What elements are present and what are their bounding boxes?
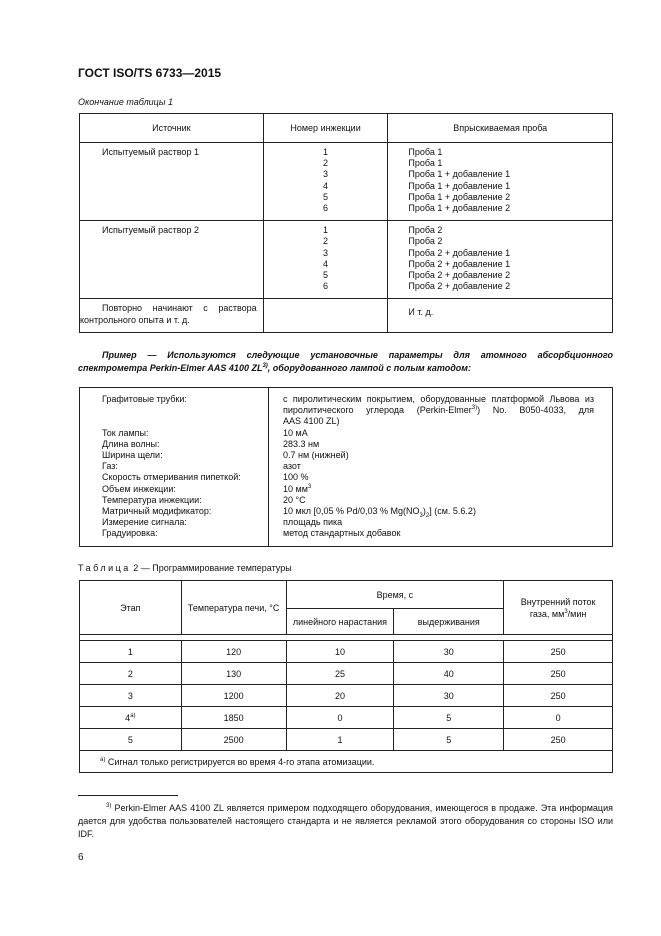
table-row xyxy=(80,641,613,663)
param-value: 100 % xyxy=(283,472,309,483)
example-text-end: , оборудованного лампой с полым катодом: xyxy=(267,363,471,373)
footnote-text: Perkin-Elmer AAS 4100 ZL является примером подходящего оборудования, имеющегося в продаже. Эта информация дается для удобства пользователей настоящего стандарта и не является рекламой этого оборудования со стороны ISO или IDF. xyxy=(78,803,613,839)
temp-cell: 1200 xyxy=(181,685,286,707)
table-row xyxy=(80,729,613,751)
footnote-marker: 3) xyxy=(106,803,112,809)
numbers-cell xyxy=(263,143,388,221)
header-ramp: линейного нарастания xyxy=(286,609,394,635)
param-value-text: 10 мм xyxy=(283,483,308,494)
stage-value: 4 xyxy=(125,712,131,723)
table2-caption-word: Таблица xyxy=(78,563,131,573)
param-label: Ширина щели: xyxy=(102,450,163,460)
stage-cell: 3 xyxy=(80,685,182,707)
injection-number: 2 xyxy=(323,158,329,169)
header-gas-flow xyxy=(504,581,613,635)
table-note xyxy=(80,751,613,773)
param-value: 10 мА xyxy=(283,427,308,438)
param-value: 283.3 нм xyxy=(283,438,320,449)
flow-cell: 250 xyxy=(504,641,613,663)
note-reference: a) xyxy=(130,712,136,719)
param-value-text: ) No. B050-4033, для xyxy=(477,405,595,416)
instrument-parameters-box xyxy=(79,387,613,547)
sample: Проба 1 + добавление 2 xyxy=(408,203,511,214)
flow-cell: 250 xyxy=(504,729,613,751)
source-line-text: контрольного опыта и т. д. xyxy=(80,314,190,325)
param-value-text: ) xyxy=(422,506,426,517)
header-stage: Этап xyxy=(80,581,182,635)
header-hold: выдерживания xyxy=(394,609,504,635)
hold-cell: 5 xyxy=(394,729,504,751)
param-value xyxy=(283,405,594,416)
param-value: азот xyxy=(283,461,301,472)
parameter-values xyxy=(269,388,613,547)
sample: Проба 2 + добавление 2 xyxy=(408,270,511,281)
source-cell: Испытуемый раствор 1 xyxy=(80,143,264,221)
param-value: AAS 4100 ZL) xyxy=(283,416,340,427)
table-row xyxy=(80,221,613,299)
param-label: Градуировка: xyxy=(102,528,158,539)
hold-cell: 5 xyxy=(394,707,504,729)
flow-cell: 0 xyxy=(504,707,613,729)
example-text: Пример — Используются следующие установочные параметры для атомного абсорбционного спектрометра Perkin-Elmer AAS 4100 ZL xyxy=(78,350,613,373)
sample: Проба 1 + добавление 1 xyxy=(408,180,511,191)
stage-cell xyxy=(80,707,182,729)
param-value: площадь пика xyxy=(283,517,343,528)
flow-cell: 250 xyxy=(504,685,613,707)
param-value-text: ] (см. 5.6.2) xyxy=(429,506,476,517)
table2-caption xyxy=(78,563,292,573)
header-time: Время, с xyxy=(286,581,504,609)
table2-caption-text: 2 — Программирование температуры xyxy=(130,563,292,573)
param-value-text: пиролитического углерода (Perkin-Elmer xyxy=(283,405,472,416)
header-gas-flow-line2: газа, мм xyxy=(529,608,565,619)
injection-number: 1 xyxy=(323,225,329,236)
param-label: Скорость отмеривания пипеткой: xyxy=(102,472,241,483)
ramp-cell: 0 xyxy=(286,707,394,729)
parameter-labels xyxy=(80,388,269,547)
temp-cell: 130 xyxy=(181,663,286,685)
footnote xyxy=(78,802,613,840)
hold-cell: 30 xyxy=(394,685,504,707)
table-row xyxy=(80,707,613,729)
table-header-row xyxy=(80,581,613,609)
note-marker: a) xyxy=(100,756,106,763)
sample: Проба 2 + добавление 1 xyxy=(408,247,511,258)
sample: Проба 1 + добавление 1 xyxy=(408,169,511,180)
sample: Проба 1 + добавление 2 xyxy=(408,191,511,202)
header-injection-number: Номер инжекции xyxy=(263,114,388,143)
header-furnace-temp: Температура печи, °C xyxy=(181,581,286,635)
ramp-cell: 25 xyxy=(286,663,394,685)
param-label: Газ: xyxy=(102,461,118,472)
samples-cell: И т. д. xyxy=(388,299,613,332)
header-gas-flow-unit: /мин xyxy=(567,608,587,619)
param-value: с пиролитическим покрытием, оборудованные платформой Львова из xyxy=(283,394,594,404)
table-row xyxy=(80,143,613,221)
header-source: Источник xyxy=(80,114,264,143)
footnote-reference: 3) xyxy=(471,405,478,412)
table-row xyxy=(80,663,613,685)
param-label: Ток лампы: xyxy=(102,427,149,438)
table-row xyxy=(80,299,613,332)
stage-cell: 5 xyxy=(80,729,182,751)
param-value xyxy=(283,506,594,517)
flow-cell: 250 xyxy=(504,663,613,685)
example-paragraph xyxy=(78,349,613,375)
injection-number: 1 xyxy=(323,147,329,157)
table-note-row xyxy=(80,751,613,773)
hold-cell: 30 xyxy=(394,641,504,663)
document-header: ГОСТ ISO/TS 6733—2015 xyxy=(78,66,222,80)
param-label: Температура инжекции: xyxy=(102,494,202,505)
injection-number: 4 xyxy=(323,258,329,269)
param-label: Матричный модификатор: xyxy=(102,506,212,517)
temp-cell: 2500 xyxy=(181,729,286,751)
superscript: 3 xyxy=(307,483,312,490)
numbers-cell xyxy=(263,221,388,299)
param-label: Измерение сигнала: xyxy=(102,517,187,528)
sample: Проба 1 xyxy=(408,158,443,169)
temp-cell: 1850 xyxy=(181,707,286,729)
stage-cell: 2 xyxy=(80,663,182,685)
injection-number: 2 xyxy=(323,236,329,247)
param-value: метод стандартных добавок xyxy=(283,528,401,539)
temperature-program-table xyxy=(79,580,613,773)
ramp-cell: 10 xyxy=(286,641,394,663)
footnote-reference: 3) xyxy=(262,363,268,369)
sample: Проба 2 + добавление 1 xyxy=(408,258,511,269)
injection-number: 4 xyxy=(323,180,329,191)
param-value: 0.7 нм (нижней) xyxy=(283,450,349,461)
sample: Проба 2 + добавление 2 xyxy=(408,281,511,292)
footnote-divider xyxy=(78,795,178,796)
samples-cell xyxy=(388,221,613,299)
injection-table xyxy=(79,113,613,333)
injection-number: 6 xyxy=(323,203,329,214)
header-gas-flow-line1: Внутренний поток xyxy=(520,596,596,607)
table-row xyxy=(80,685,613,707)
param-value xyxy=(283,484,594,495)
sample: Проба 2 xyxy=(408,236,443,247)
ramp-cell: 1 xyxy=(286,729,394,751)
superscript: 3 xyxy=(564,608,568,615)
injection-number: 5 xyxy=(323,191,329,202)
sample: Проба 1 xyxy=(408,147,443,157)
subscript: 2 xyxy=(425,512,430,519)
note-text: Сигнал только регистрируется во время 4-го этапа атомизации. xyxy=(105,756,375,767)
page-number: 6 xyxy=(78,852,84,863)
param-label: Длина волны: xyxy=(102,438,160,449)
samples-cell xyxy=(388,143,613,221)
sample: Проба 2 xyxy=(408,225,443,236)
source-line xyxy=(80,315,257,326)
param-label: Объем инжекции: xyxy=(102,483,176,494)
source-cell xyxy=(80,299,264,332)
injection-number: 3 xyxy=(323,247,329,258)
numbers-cell xyxy=(263,299,388,332)
stage-cell: 1 xyxy=(80,641,182,663)
injection-number: 3 xyxy=(323,169,329,180)
ramp-cell: 20 xyxy=(286,685,394,707)
hold-cell: 40 xyxy=(394,663,504,685)
temp-cell: 120 xyxy=(181,641,286,663)
table-header-row xyxy=(80,114,613,143)
subscript: 3 xyxy=(419,512,423,519)
injection-number: 5 xyxy=(323,270,329,281)
injection-number: 6 xyxy=(323,281,329,292)
param-value: 20 °C xyxy=(283,494,306,505)
param-label: Графитовые трубки: xyxy=(102,394,187,404)
header-injected-sample: Впрыскиваемая проба xyxy=(388,114,613,143)
source-line: Повторно начинают с раствора xyxy=(102,303,257,314)
table1-caption: Окончание таблицы 1 xyxy=(78,97,173,107)
source-cell: Испытуемый раствор 2 xyxy=(80,221,264,299)
param-value-text: 10 мкл [0,05 % Pd/0,03 % Mg(NO xyxy=(283,506,420,517)
